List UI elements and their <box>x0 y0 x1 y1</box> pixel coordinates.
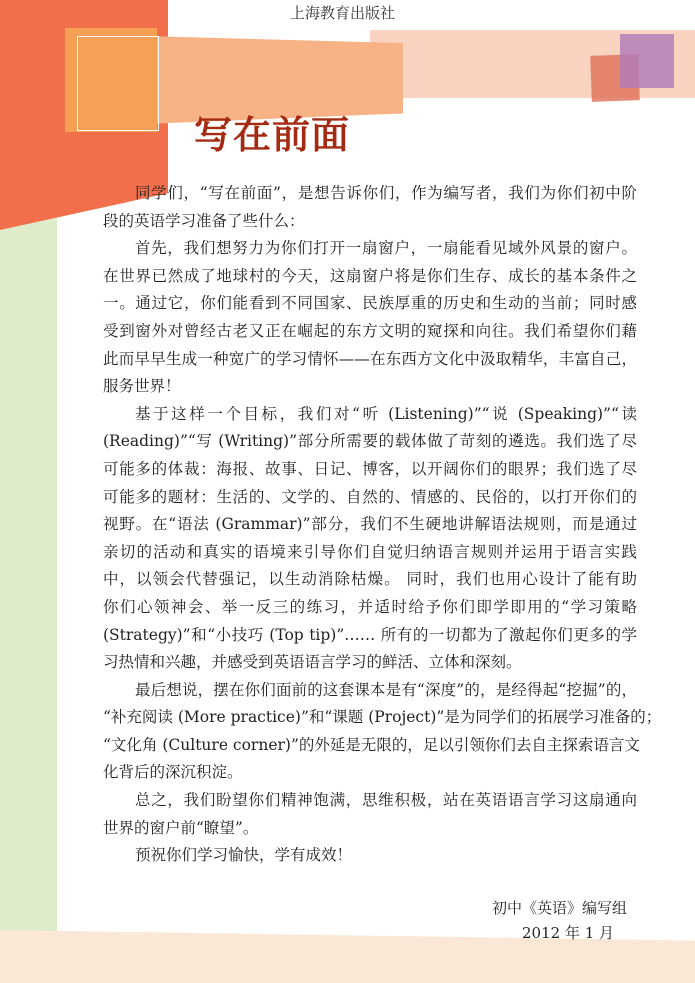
text-line: 受到窗外对曾经古老又正在崛起的东方文明的窥探和向往。我们希望你们藉 <box>103 321 637 340</box>
text-line: 习热情和兴趣，并感受到英语语言学习的鲜活、立体和深刻。 <box>103 653 522 672</box>
text-line: 可能多的题材：生活的、文学的、自然的、情感的、民俗的，以打开你们的 <box>103 487 637 506</box>
purple-square <box>620 34 674 88</box>
body-text <box>103 180 662 870</box>
text-line: 服务世界！ <box>103 377 181 396</box>
text-line: 中，以领会代替强记，以生动消除枯燥。 同时，我们也用心设计了能有助 <box>103 570 637 589</box>
text-line: 视野。在“语法 (Grammar)”部分，我们不生硬地讲解语法规则，而是通过 <box>103 515 637 534</box>
signature: 初中《英语》编写组 <box>492 899 628 917</box>
text-line: 预祝你们学习愉快，学有成效！ <box>135 846 353 865</box>
paragraph <box>103 235 637 401</box>
text-line: “补充阅读 (More practice)”和“课题 (Project)”是为同学们的拓展学习准备的； <box>103 708 662 727</box>
paragraph <box>103 677 662 787</box>
green-side-strip <box>0 160 57 983</box>
text-line: 可能多的体裁：海报、故事、日记、博客，以开阔你们的眼界；我们选了尽 <box>103 459 637 478</box>
text-line: 此而早早生成一种宽广的学习情怀——在东西方文化中汲取精华，丰富自己， <box>103 349 637 368</box>
page-title: 写在前面 <box>194 113 351 157</box>
text-line: 一。通过它，你们能看到不同国家、民族厚重的历史和生动的当前；同时感 <box>103 294 637 313</box>
text-line: 在世界已然成了地球村的今天，这扇窗户将是你们生存、成长的基本条件之 <box>103 266 637 285</box>
text-line: 最后想说，摆在你们面前的这套课本是有“深度”的，是经得起“挖掘”的， <box>135 680 637 699</box>
text-line: “文化角 (Culture corner)”的外延是无限的，足以引领你们去自主探索语言文 <box>103 735 640 754</box>
white-frame <box>77 36 159 131</box>
paragraph <box>103 401 637 677</box>
text-line: 同学们，“写在前面”，是想告诉你们，作为编写者，我们为你们初中阶 <box>135 184 637 202</box>
text-line: 基于这样一个目标，我们对“听 (Listening)”“说 (Speaking)”“读 <box>135 404 637 423</box>
date: 2012 年 1 月 <box>522 924 615 942</box>
text-line: (Strategy)”和“小技巧 (Top tip)”…… 所有的一切都为了激起你们更多的学 <box>103 625 637 644</box>
text-line: 化背后的深沉积淀。 <box>103 763 243 782</box>
text-line: 段的英语学习准备了些什么： <box>103 211 305 230</box>
text-line: 总之，我们盼望你们精神饱满，思维积极，站在英语语言学习这扇通向 <box>135 791 637 810</box>
text-line: 世界的窗户前“瞭望”。 <box>103 818 259 837</box>
text-line: 你们心领神会、举一反三的练习，并适时给予你们即学即用的“学习策略 <box>103 597 637 616</box>
text-line: (Reading)”“写 (Writing)”部分所需要的载体做了苛刻的遴选。我们选了尽 <box>103 432 637 451</box>
publisher-name: 上海教育出版社 <box>290 4 396 22</box>
paragraph <box>103 180 637 235</box>
text-line: 亲切的活动和真实的语境来引导你们自觉归纳语言规则并运用于语言实践 <box>103 542 637 561</box>
text-line: 首先，我们想努力为你们打开一扇窗户，一扇能看见域外风景的窗户。 <box>135 239 637 258</box>
paragraph <box>103 787 637 842</box>
paragraph <box>103 842 637 870</box>
